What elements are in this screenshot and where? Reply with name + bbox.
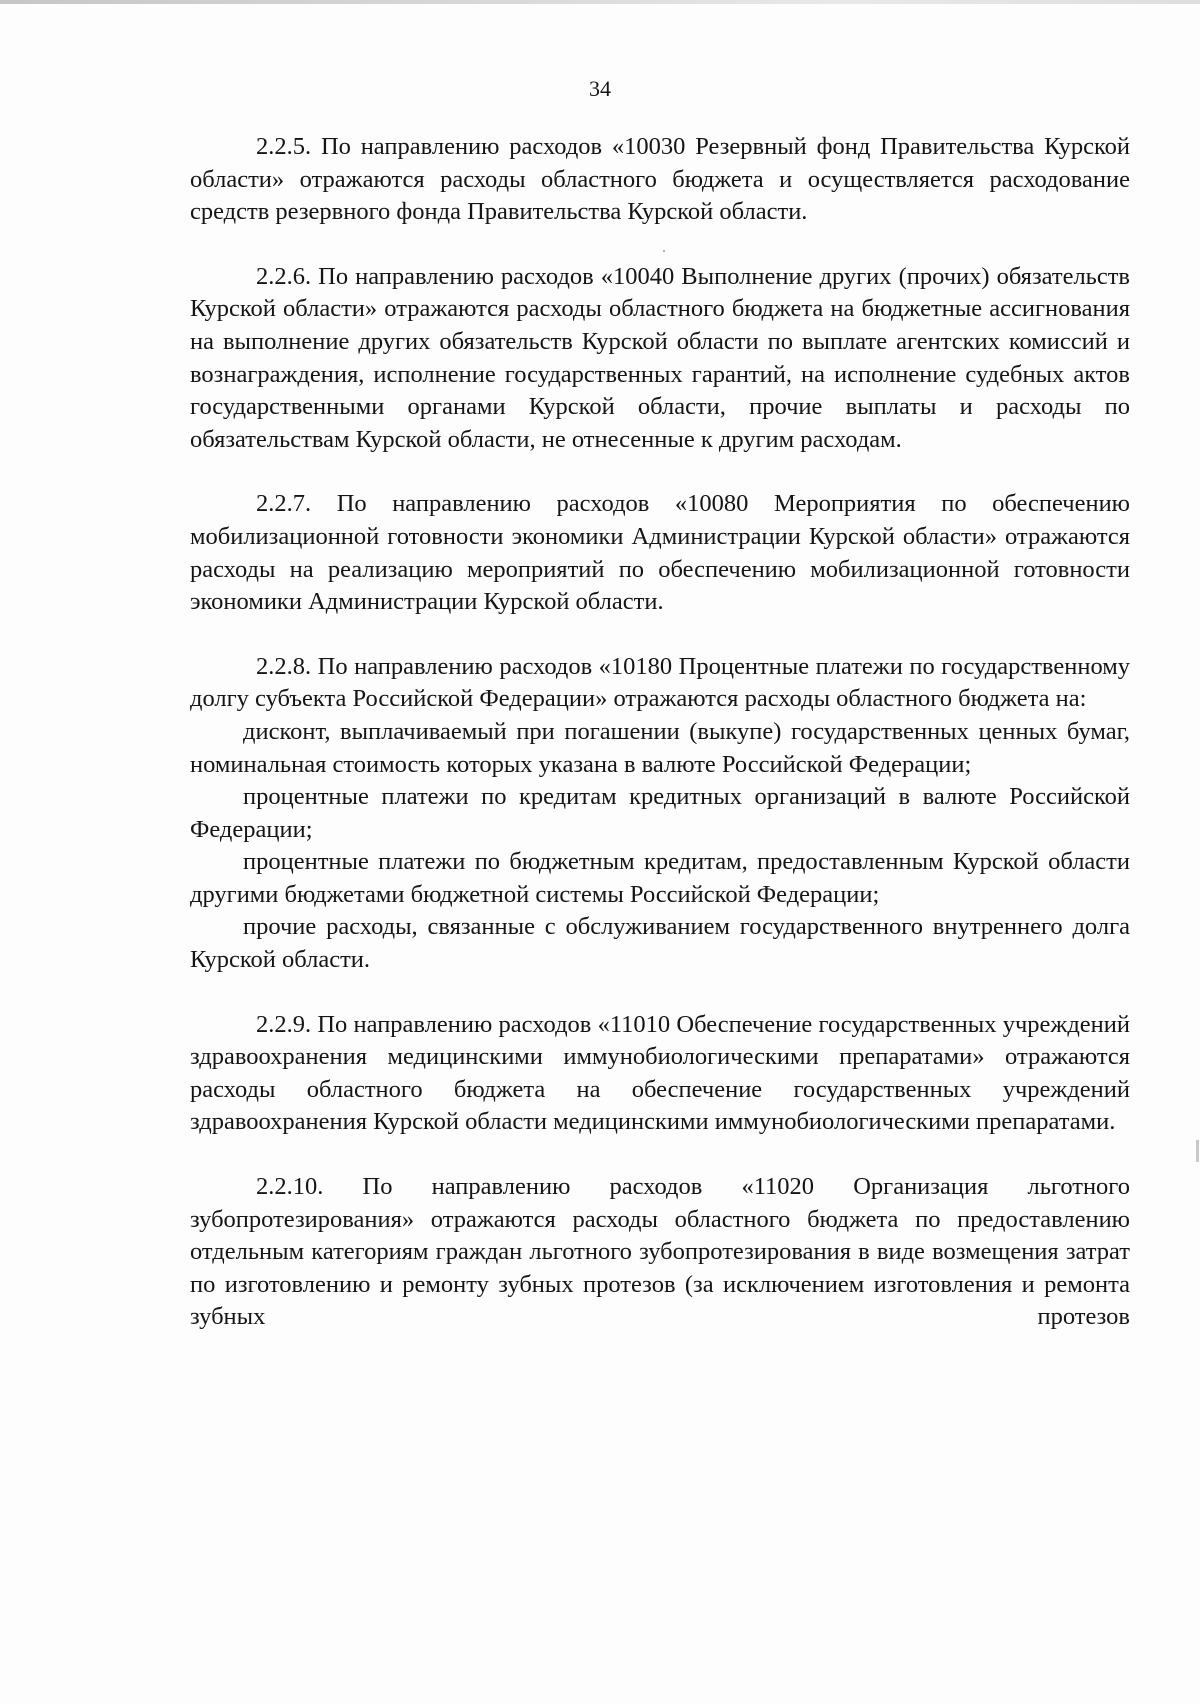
paragraph-2-2-10: 2.2.10. По направлению расходов «11020 Организация льготного зубопротезирования» отражаются расходы областного бюджета по предоставлению отдельным категориям граждан льготного зубопротезирования в виде возмещения затрат по изготовлению и ремонту зубных протезов (за исключением изготовления и ремонта зубных протезов <box>190 1173 1130 1331</box>
document-body <box>190 131 1130 1334</box>
scan-margin-mark <box>1196 1140 1199 1162</box>
list-item-other-expenses: прочие расходы, связанные с обслуживанием государственного внутреннего долга Курской области. <box>190 913 1130 974</box>
paragraph-2-2-5: 2.2.5. По направлению расходов «10030 Резервный фонд Правительства Курской области» отражаются расходы областного бюджета и осуществляется расходование средств резервного фонда Правительства Курской области. <box>190 133 1130 226</box>
paragraph-2-2-8: 2.2.8. По направлению расходов «10180 Процентные платежи по государственному долгу субъекта Российской Федерации» отражаются расходы областного бюджета на: <box>190 652 1130 713</box>
paragraph-2-2-9: 2.2.9. По направлению расходов «11010 Обеспечение государственных учреждений здравоохранения медицинскими иммунобиологическими препаратами» отражаются расходы областного бюджета на обеспечение государственных учреждений здравоохранения Курской области медицинскими иммунобиологическими препаратами. <box>190 1010 1130 1136</box>
paragraph-2-2-7: 2.2.7. По направлению расходов «10080 Мероприятия по обеспечению мобилизационной готовности экономики Администрации Курской области» отражаются расходы на реализацию мероприятий по обеспечению мобилизационной готовности экономики Администрации Курской области. <box>190 490 1130 616</box>
scan-speck <box>663 250 665 252</box>
scan-top-edge <box>0 0 1200 4</box>
list-item-discount: дисконт, выплачиваемый при погашении (выкупе) государственных ценных бумаг, номинальная стоимость которых указана в валюте Российской Федерации; <box>190 717 1130 778</box>
list-item-credit-interest: процентные платежи по кредитам кредитных организаций в валюте Российской Федерации; <box>190 783 1130 843</box>
paragraph-2-2-6: 2.2.6. По направлению расходов «10040 Выполнение других (прочих) обязательств Курской области» отражаются расходы областного бюджета на бюджетные ассигнования на выполнение других обязательств Курской области по выплате агентских комиссий и вознаграждения, исполнение государственных гарантий, на исполнение судебных актов государственными органами Курской области, прочие выплаты и расходы по обязательствам Курской области, не отнесенные к другим расходам. <box>190 262 1130 453</box>
list-item-budget-credit-interest: процентные платежи по бюджетным кредитам, предоставленным Курской области другими бюджетами бюджетной системы Российской Федерации; <box>190 848 1130 908</box>
page-number: 34 <box>589 76 611 101</box>
